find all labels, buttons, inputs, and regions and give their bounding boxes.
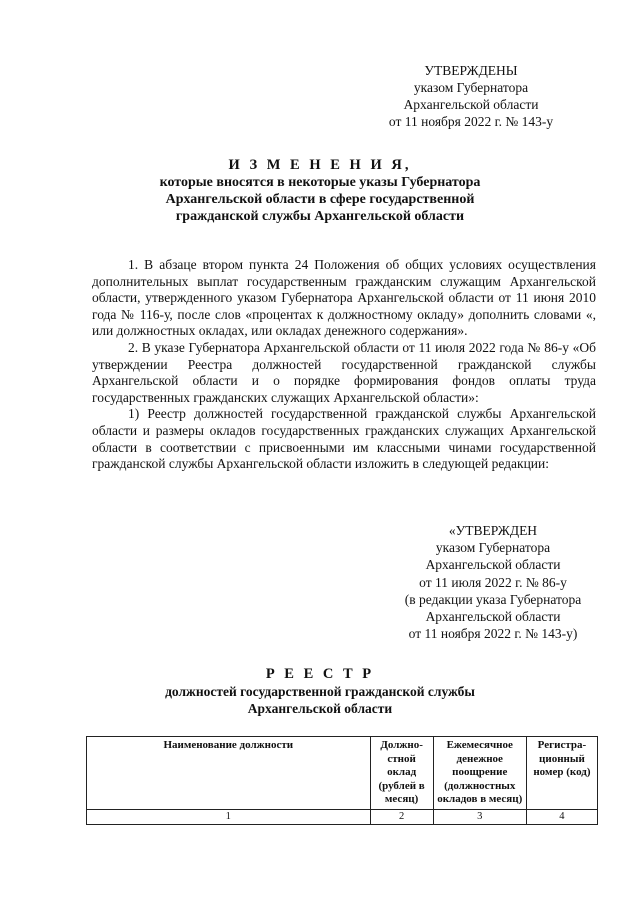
approval-line-4: от 11 ноября 2022 г. № 143-у <box>388 114 554 129</box>
approval-stamp <box>356 62 586 130</box>
title-line-1: которые вносятся в некоторые указы Губернатора <box>159 175 481 190</box>
column-number-2: 2 <box>370 809 433 824</box>
approval-line-3: Архангельской области <box>403 97 539 112</box>
approval2-line-1: «УТВЕРЖДЕН <box>448 523 538 538</box>
approval2-line-4: от 11 июля 2022 г. № 86-у <box>419 574 567 590</box>
document-title <box>90 157 550 225</box>
paragraph-3: 1) Реестр должностей государственной гражданской службы Архангельской области и размеры окладов государственных гражданских служащих Архангельской области в соответствии с присвоенными им классными чинами государственной гражданской службы Архангельской области изложить в следующей редакции: <box>92 406 596 472</box>
reestr-line-2: Архангельской области <box>247 701 393 716</box>
reestr-title <box>90 666 550 717</box>
paragraph-2: 2. В указе Губернатора Архангельской области от 11 июля 2022 года № 86-у «Об утверждении Реестра должностей государственной гражданской службы Архангельской области и о порядке формирования фондов оплаты труда государственных гражданских служащих Архангельской области»: <box>92 339 596 405</box>
header-position-name: Наименование должности <box>87 737 371 810</box>
approval2-line-7: от 11 ноября 2022 г. № 143-у) <box>408 626 578 642</box>
column-number-1: 1 <box>87 809 371 824</box>
title-line-2: Архангельской области в сфере государственной <box>165 192 475 207</box>
header-salary: Должно-стной оклад (рублей в месяц) <box>370 737 433 810</box>
column-number-3: 3 <box>433 809 526 824</box>
approval2-line-2: указом Губернатора <box>435 540 551 556</box>
body-text <box>92 257 596 473</box>
reestr-heading: Р Е Е С Т Р <box>265 666 375 682</box>
title-line-3: гражданской службы Архангельской области <box>175 209 465 224</box>
approval2-line-6: Архангельской области <box>425 609 561 625</box>
approval-line-1: УТВЕРЖДЕНЫ <box>424 63 518 78</box>
table-header-row <box>87 737 598 810</box>
approval-stamp-2 <box>380 522 606 642</box>
approval-line-2: указом Губернатора <box>413 80 529 95</box>
registry-table <box>86 736 598 825</box>
column-number-4: 4 <box>526 809 597 824</box>
approval2-line-5: (в редакции указа Губернатора <box>404 591 582 607</box>
header-bonus: Ежемесячное денежное поощрение (должностных окладов в месяц) <box>433 737 526 810</box>
paragraph-1: 1. В абзаце втором пункта 24 Положения об общих условиях осуществления дополнительных выплат государственным гражданским служащим Архангельской области, утвержденного указом Губернатора Архангельской области от 11 июня 2010 года № 116-у, после слов «процентах к должностному окладу» дополнить словами «, или должностных окладах, или окладах денежного содержания». <box>92 257 596 339</box>
approval2-line-3: Архангельской области <box>425 557 561 573</box>
header-reg-number: Регистра-ционный номер (код) <box>526 737 597 810</box>
title-heading: И З М Е Н Е Н И Я, <box>228 157 412 173</box>
reestr-line-1: должностей государственной гражданской службы <box>165 684 475 699</box>
table-row <box>87 809 598 824</box>
